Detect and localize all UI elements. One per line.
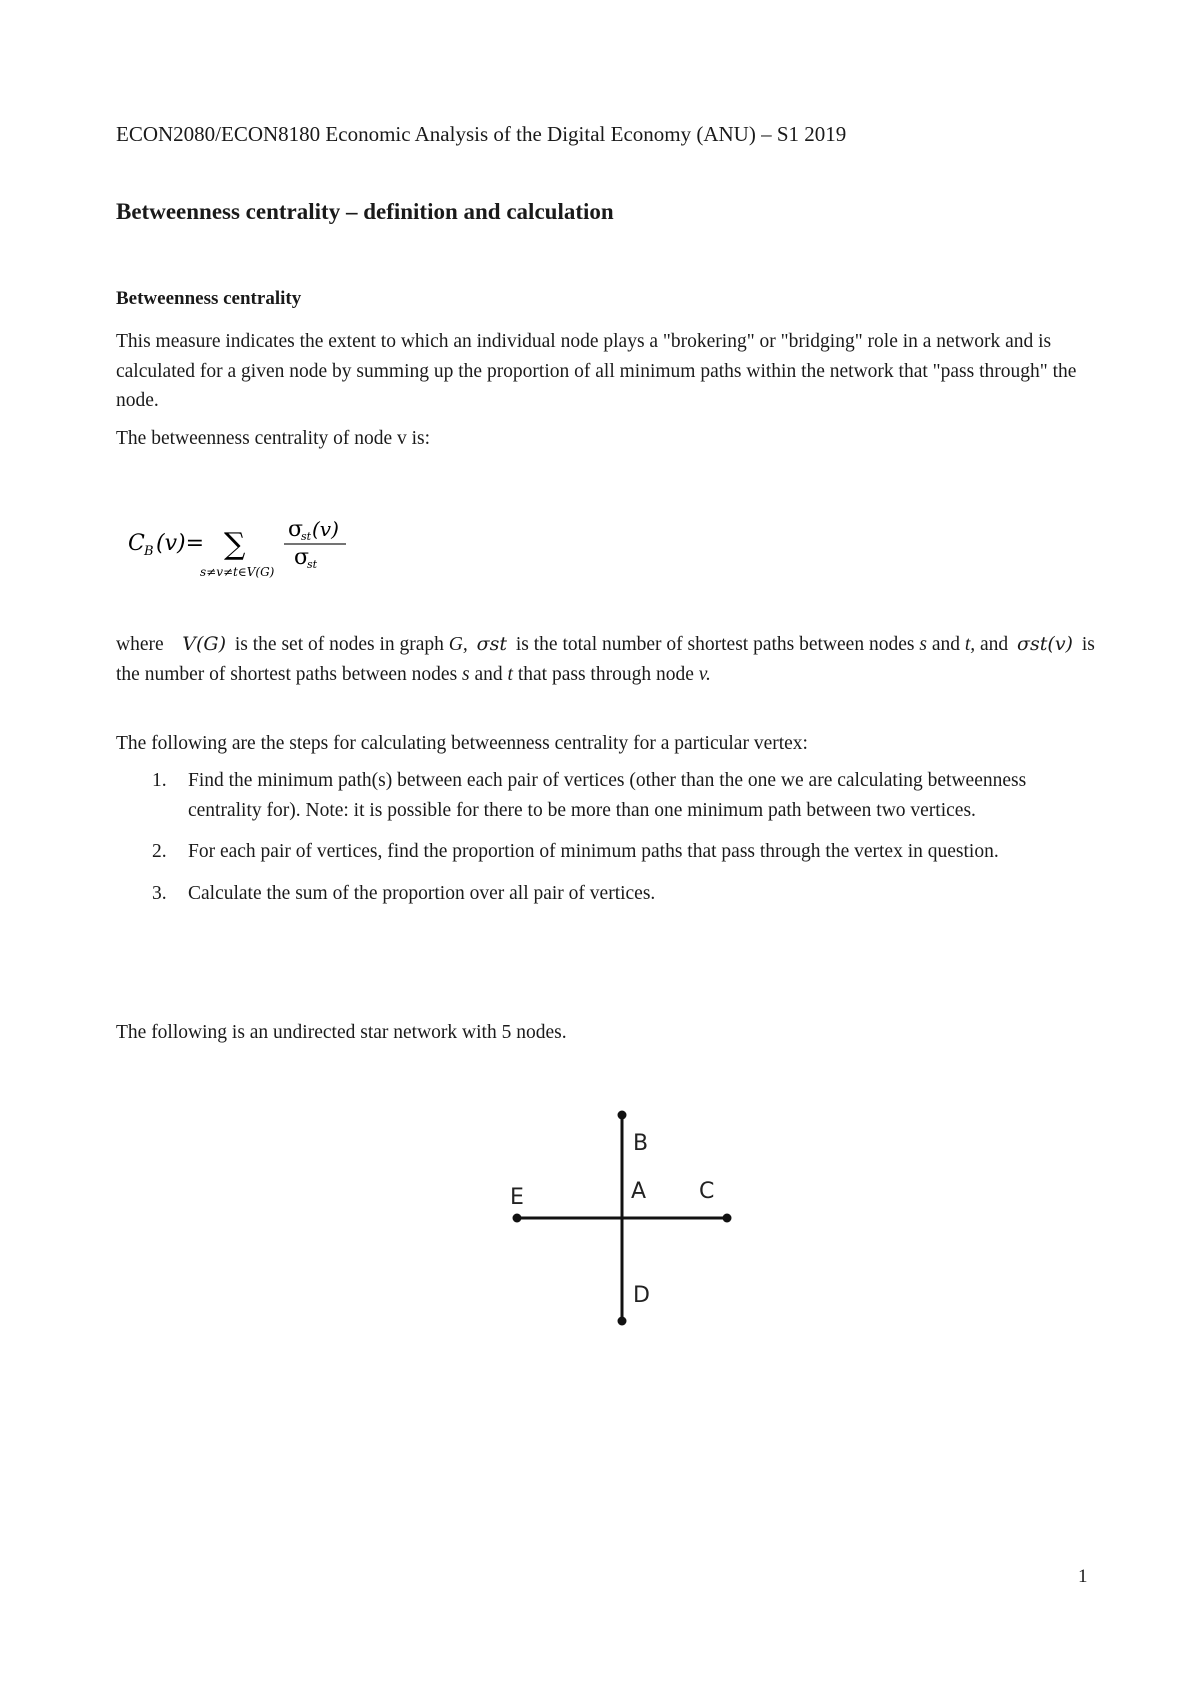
formula-intro: The betweenness centrality of node v is:	[116, 428, 431, 449]
denominator: σ	[294, 545, 310, 570]
label-c: C	[699, 1179, 715, 1204]
list-item	[116, 879, 1096, 909]
label-d: D	[633, 1283, 650, 1308]
node-e	[513, 1214, 522, 1223]
s-symbol-2: s	[462, 663, 470, 685]
denominator-sub: st	[307, 558, 318, 571]
where-text-3: is the total number of shortest paths between nodes	[515, 634, 915, 655]
step-text: Find the minimum path(s) between each pair of vertices (other than the one we are calculating betweenness centrality for). Note: it is possible for there to be more than one minimum path between two vertices.	[188, 770, 1027, 821]
vg-symbol: V(G)	[182, 633, 226, 655]
sigma-st-symbol: σst	[476, 633, 507, 655]
step-number: 2.	[152, 841, 167, 862]
formula-lhs: C	[128, 531, 145, 556]
formula-lhs-arg: (v)=	[156, 531, 205, 556]
step-text: For each pair of vertices, find the proportion of minimum paths that pass through the vertex in question.	[188, 841, 999, 862]
sigma-st-v-symbol: σst(v)	[1017, 633, 1073, 655]
course-header: ECON2080/ECON8180 Economic Analysis of the Digital Economy (ANU) – S1 2019	[116, 122, 847, 146]
step-number: 3.	[152, 882, 167, 904]
where-text-8: that pass through node	[517, 663, 694, 685]
page-number: 1	[1078, 1566, 1088, 1587]
where-text-6: is the number of shortest paths between nodes	[116, 634, 1095, 685]
t-symbol-2: t	[507, 663, 513, 685]
where-text-7: and	[474, 663, 503, 685]
where-text-5: and	[980, 634, 1009, 655]
sum-symbol: ∑	[224, 527, 246, 562]
star-network-intro: The following is an undirected star network with 5 nodes.	[116, 1022, 567, 1043]
step-number: 1.	[152, 770, 167, 791]
where-word: where	[116, 634, 164, 655]
list-item	[116, 837, 1096, 867]
label-e: E	[510, 1185, 524, 1210]
numerator: σ	[288, 517, 304, 542]
sum-range: s≠v≠t∈V(G)	[200, 565, 275, 579]
section-heading: Betweenness centrality	[116, 288, 302, 309]
steps-list	[116, 766, 1096, 920]
v-symbol: v.	[698, 663, 711, 685]
node-c	[723, 1214, 732, 1223]
page-title: Betweenness centrality – definition and calculation	[116, 199, 614, 224]
formula-lhs-sub: B	[144, 544, 154, 559]
label-a: A	[631, 1179, 647, 1204]
where-text-2: is the set of nodes in graph	[234, 634, 444, 655]
label-b: B	[633, 1131, 649, 1156]
definition-paragraph: This measure indicates the extent to which an individual node plays a "brokering" or "bridging" role in a network and is calculated for a given node by summing up the proportion of all minimum paths within the network that "pass through" the node.	[116, 331, 1077, 411]
node-b	[618, 1111, 627, 1120]
list-item	[116, 766, 1096, 825]
where-text-4: and	[931, 634, 960, 655]
numerator-arg: (v)	[312, 517, 339, 541]
numerator-sub: st	[301, 530, 312, 543]
t-symbol: t,	[964, 634, 976, 655]
star-network-diagram	[450, 1088, 750, 1328]
step-text: Calculate the sum of the proportion over all pair of vertices.	[188, 882, 656, 904]
s-symbol: s	[919, 634, 927, 655]
where-paragraph	[116, 630, 1096, 689]
steps-intro: The following are the steps for calculating betweenness centrality for a particular vertex:	[116, 733, 808, 754]
betweenness-formula	[116, 508, 416, 588]
graph-symbol: G,	[448, 634, 468, 655]
node-d	[618, 1317, 627, 1326]
